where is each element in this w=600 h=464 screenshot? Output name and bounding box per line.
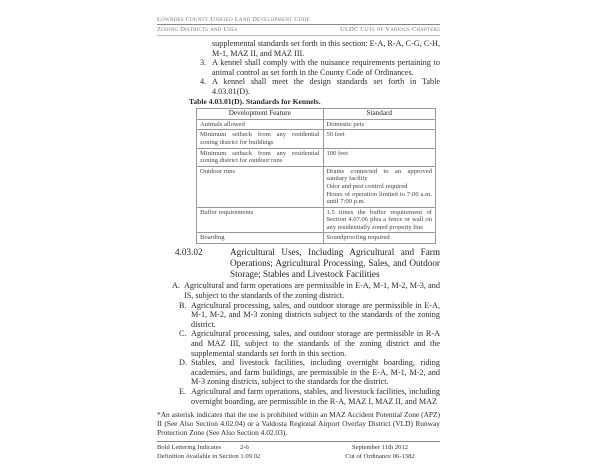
item-text: Agricultural and farm operations, stables, and livestock facilities, including overnight boarding, are permissible in the R-A, MAZ I, MAZ II, and MAZ (191, 386, 440, 406)
intro-continuation: supplemental standards set forth in this section: E-A, R-A, C-G, C-H, M-1, MAZ II, and MAZ III. (212, 39, 440, 58)
standard-cell: Soundproofing required (323, 233, 436, 244)
list-item (172, 281, 440, 300)
feature-cell: Minimum setback from any residential zoning district for outdoor runs (197, 148, 324, 166)
footer-definition-note: Definition Available in Section 1.09.02 (157, 452, 261, 460)
standard-cell: 100 feet (323, 148, 436, 166)
section-heading (157, 247, 440, 279)
footer-date: September 11th 2012 (351, 444, 409, 452)
item-label: A. (172, 281, 180, 291)
standard-line: Drains connected to an approved sanitary facility (326, 167, 432, 183)
table-header-row (197, 109, 436, 120)
item-text: Agricultural processing, sales, and outdoor storage are permissible in E-A, M-1, M-2, and M-3 zoning districts subject to the standards of the zoning district. (191, 300, 440, 329)
item-3-row (200, 58, 440, 77)
item-label: D. (179, 358, 187, 368)
table-row (197, 130, 436, 148)
list-item (179, 329, 440, 358)
item-text: Stables, and livestock facilities, including overnight boarding, riding academies, and farm buildings, are permissible in the E-A, M-1, M-2, and M-3 zoning districts, subject to the standards for the district. (191, 358, 440, 387)
footer (157, 441, 440, 453)
table-row (197, 148, 436, 166)
item-3: A kennel shall comply with the nuisance requirements pertaining to animal control as set forth in the County Code of Ordinances. (212, 58, 440, 77)
header-chapter: Zoning Districts and Uses (157, 26, 238, 33)
section-number: 4.03.02 (175, 247, 203, 258)
document-page (157, 16, 440, 461)
footer-row-2 (157, 453, 440, 462)
kennel-standards-table (196, 108, 436, 244)
feature-cell: Outdoor runs (197, 166, 324, 207)
footnote: *An asterisk indicates that the use is prohibited within an MAZ Accident Potential Zone (APZ) II (See Also Section 4.02.04) or a Valdosta Regional Airport Overlay District (VLD) Runway Protection Zone (See Also Section 4.02.03). (157, 410, 440, 438)
standard-cell: 1.5 times the buffer requirement of Section 4.07.06 plus a fence or wall on any residentially zoned property line (323, 207, 436, 233)
standard-line: Hours of operation limited to 7:00 a.m. until 7:00 p.m. (326, 190, 432, 206)
header-right: ULDC Cuts of Various Chapters (340, 26, 440, 33)
table-caption: Table 4.03.01(D). Standards for Kennels. (189, 96, 321, 106)
page-number: 2-6 (240, 444, 249, 452)
item-text: Agricultural and farm operations are permissible in E-A, M-1, M-2, M-3, and IS, subject to the standards of the zoning district. (184, 281, 440, 301)
section-items (172, 281, 440, 406)
list-item (179, 358, 440, 387)
item-4: A kennel shall meet the design standards set forth in Table 4.03.01(D). (212, 77, 440, 96)
item-label: B. (179, 300, 187, 310)
standard-cell: Domestic pets (323, 119, 436, 130)
feature-cell: Minimum setback from any residential zoning district for buildings (197, 130, 324, 148)
feature-cell: Animals allowed (197, 119, 324, 130)
column-header: Standard (323, 109, 436, 120)
standard-cell: 50 feet (323, 130, 436, 148)
item-label: E. (179, 386, 187, 396)
table-row (197, 233, 436, 244)
footer-bold-note: Bold Lettering Indicates (157, 444, 222, 452)
footer-left (157, 444, 240, 453)
section-title: Agricultural Uses, Including Agricultural and Farm Operations; Agricultural Processing, Sales, and Outdoor Storage; Stables and Livestock Facilities (230, 247, 440, 279)
standard-cell (323, 166, 436, 207)
feature-cell: Buffer requirements (197, 207, 324, 233)
feature-cell: Boarding (197, 233, 324, 244)
item-text: Agricultural processing, sales, and outdoor storage are permissible in R-A and MAZ III, subject to the standards of the zoning district and the supplemental standards set forth in this section. (191, 329, 440, 358)
column-header: Development Feature (197, 109, 324, 120)
table-row (197, 119, 436, 130)
item-label: C. (179, 329, 187, 339)
header-row (157, 24, 440, 36)
footer-ordinance: Cut of Ordinance 06-1382 (345, 452, 415, 460)
table-row (197, 207, 436, 233)
item-number: 4. (200, 77, 207, 87)
list-item (179, 301, 440, 330)
item-4-row (200, 77, 440, 96)
list-item (179, 387, 440, 406)
standard-line: Odor and pest control required (326, 182, 408, 190)
item-number: 3. (200, 58, 207, 68)
header-code-title: Lowndes County Unified Land Development Code (157, 16, 310, 23)
table-row (197, 166, 436, 207)
